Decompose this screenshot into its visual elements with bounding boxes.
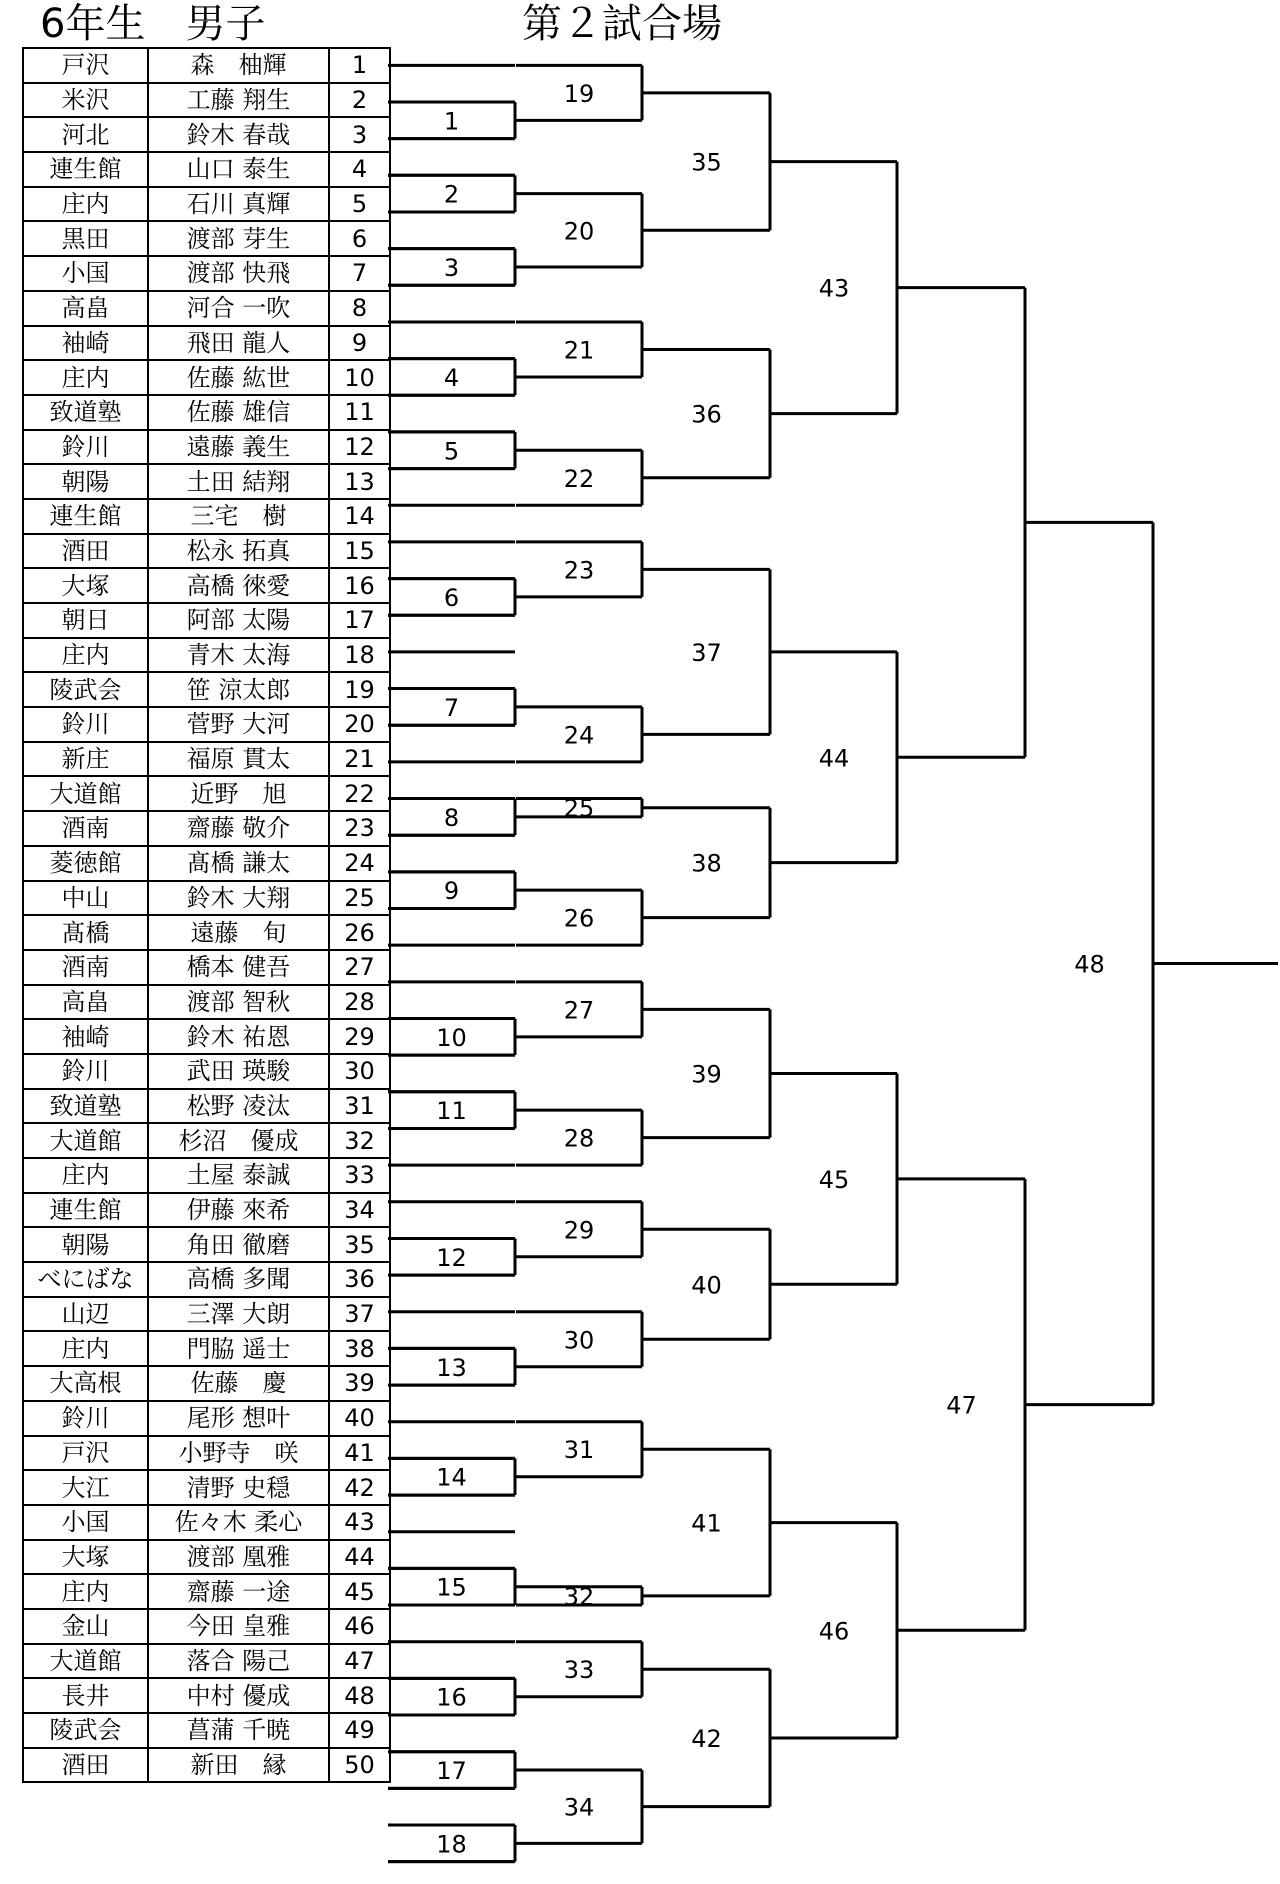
player-name: 佐藤 紘世 [148,360,329,395]
player-number: 19 [329,672,390,707]
player-club: 袖崎 [23,326,148,361]
player-number: 2 [329,83,390,118]
player-club: 戸沢 [23,48,148,83]
match-number: 42 [691,1724,722,1753]
player-club: 大塚 [23,1540,148,1575]
match-number: 8 [443,803,460,832]
match-number: 43 [818,274,850,303]
player-number: 33 [329,1158,390,1193]
player-club: 袖崎 [23,1019,148,1054]
player-name: 渡部 凰雅 [148,1540,329,1575]
player-club: 大道館 [23,776,148,811]
player-number: 41 [329,1436,390,1471]
player-number: 20 [329,707,390,742]
match-number: 9 [443,877,460,906]
player-name: 清野 史穏 [148,1470,329,1505]
match-number: 13 [436,1353,467,1382]
player-club: 髙橋 [23,915,148,950]
player-club: 致道塾 [23,1089,148,1124]
player-club: 連生館 [23,152,148,187]
player-club: 黒田 [23,221,148,256]
match-number: 36 [691,400,722,429]
player-number: 32 [329,1123,390,1158]
player-number: 7 [329,256,390,291]
player-club: 酒南 [23,950,148,985]
player-club: 高畠 [23,985,148,1020]
player-name: 山口 泰生 [148,152,329,187]
match-number: 24 [563,721,595,750]
player-name: 土屋 泰誠 [148,1158,329,1193]
player-name: 門脇 遥士 [148,1331,329,1366]
match-number: 29 [563,1216,595,1245]
player-number: 49 [329,1713,390,1748]
player-number: 6 [329,221,390,256]
player-club: 連生館 [23,1193,148,1228]
match-number: 31 [563,1436,595,1465]
player-name: 菅野 大河 [148,707,329,742]
match-number: 10 [436,1023,467,1052]
player-name: 髙橋 謙太 [148,846,329,881]
match-number: 35 [691,148,722,177]
match-number: 15 [436,1573,467,1602]
player-club: 酒田 [23,534,148,569]
player-club: 鈴川 [23,1401,148,1436]
match-number: 38 [691,849,722,878]
player-number: 24 [329,846,390,881]
player-name: 三澤 大朗 [148,1297,329,1332]
match-number: 27 [563,996,595,1025]
court-title: 第２試合場 [522,1,722,47]
player-number: 11 [329,395,390,430]
player-number: 14 [329,499,390,534]
match-number: 46 [818,1617,850,1646]
player-number: 37 [329,1297,390,1332]
player-number: 42 [329,1470,390,1505]
player-number: 13 [329,464,390,499]
player-name: 河合 一吹 [148,291,329,326]
player-club: 大塚 [23,568,148,603]
player-name: 工藤 翔生 [148,83,329,118]
player-number: 9 [329,326,390,361]
player-name: 武田 瑛駿 [148,1054,329,1089]
player-number: 48 [329,1678,390,1713]
player-number: 17 [329,603,390,638]
match-number: 30 [563,1326,595,1355]
player-name: 高橋 多聞 [148,1262,329,1297]
player-club: 長井 [23,1678,148,1713]
player-name: 森 柚輝 [148,48,329,83]
player-number: 40 [329,1401,390,1436]
player-name: 角田 徹磨 [148,1227,329,1262]
match-number: 5 [443,437,460,466]
player-number: 47 [329,1644,390,1679]
player-club: 庄内 [23,1331,148,1366]
player-club: 戸沢 [23,1436,148,1471]
player-name: 三宅 樹 [148,499,329,534]
player-name: 今田 皇雅 [148,1609,329,1644]
player-name: 小野寺 咲 [148,1436,329,1471]
match-number: 2 [443,180,460,209]
player-club: 大江 [23,1470,148,1505]
player-number: 12 [329,430,390,465]
player-number: 18 [329,638,390,673]
player-club: 朝陽 [23,464,148,499]
player-club: 小国 [23,1505,148,1540]
match-number: 14 [436,1463,467,1492]
player-number: 5 [329,187,390,222]
player-club: 連生館 [23,499,148,534]
player-name: 尾形 想叶 [148,1401,329,1436]
player-club: 大道館 [23,1644,148,1679]
player-number: 16 [329,568,390,603]
player-club: 陵武会 [23,1713,148,1748]
match-number: 45 [818,1165,850,1194]
match-number: 44 [818,744,850,773]
player-club: 中山 [23,881,148,916]
player-number: 1 [329,48,390,83]
match-number: 12 [436,1243,467,1272]
player-name: 笹 涼太郎 [148,672,329,707]
player-number: 22 [329,776,390,811]
player-number: 4 [329,152,390,187]
player-number: 31 [329,1089,390,1124]
player-name: 土田 結翔 [148,464,329,499]
player-name: 橋本 健吾 [148,950,329,985]
player-number: 30 [329,1054,390,1089]
player-name: 遠藤 旬 [148,915,329,950]
player-club: 新庄 [23,742,148,777]
player-number: 44 [329,1540,390,1575]
player-name: 落合 陽己 [148,1644,329,1679]
player-name: 佐藤 雄信 [148,395,329,430]
player-name: 齋藤 敬介 [148,811,329,846]
player-name: 鈴木 春哉 [148,117,329,152]
match-number: 40 [691,1271,722,1300]
player-number: 46 [329,1609,390,1644]
player-club: 菱徳館 [23,846,148,881]
player-club: 朝陽 [23,1227,148,1262]
player-club: 酒田 [23,1748,148,1783]
player-number: 29 [329,1019,390,1054]
match-number: 11 [436,1097,467,1126]
match-number: 20 [563,217,595,246]
match-number: 16 [436,1683,467,1712]
player-number: 27 [329,950,390,985]
player-number: 25 [329,881,390,916]
match-number: 33 [563,1656,595,1685]
match-number: 6 [443,583,460,612]
match-number: 22 [563,464,595,493]
match-number: 23 [563,556,595,585]
match-number: 17 [436,1757,467,1786]
match-number: 18 [436,1830,467,1859]
player-club: 大高根 [23,1366,148,1401]
player-club: 致道塾 [23,395,148,430]
match-number: 32 [563,1582,595,1611]
page-title: 6年生 男子 [40,1,266,47]
player-name: 遠藤 義生 [148,430,329,465]
player-name: 鈴木 祐恩 [148,1019,329,1054]
player-number: 3 [329,117,390,152]
player-club: 鈴川 [23,1054,148,1089]
player-name: 渡部 芽生 [148,221,329,256]
player-number: 39 [329,1366,390,1401]
player-name: 佐々木 柔心 [148,1505,329,1540]
match-number: 26 [563,904,595,933]
player-name: 齋藤 一途 [148,1574,329,1609]
player-club: 庄内 [23,1158,148,1193]
player-club: 河北 [23,117,148,152]
player-club: 庄内 [23,187,148,222]
player-name: 渡部 智秋 [148,985,329,1020]
player-name: 石川 真輝 [148,187,329,222]
player-club: 米沢 [23,83,148,118]
player-name: 中村 優成 [148,1678,329,1713]
player-name: 松野 凌汰 [148,1089,329,1124]
match-number: 3 [443,253,460,282]
player-name: 高橋 徠愛 [148,568,329,603]
player-club: 小国 [23,256,148,291]
player-number: 10 [329,360,390,395]
match-number: 19 [563,79,595,108]
player-club: 朝日 [23,603,148,638]
player-club: 庄内 [23,1574,148,1609]
player-number: 50 [329,1748,390,1783]
player-name: 佐藤 慶 [148,1366,329,1401]
player-club: 山辺 [23,1297,148,1332]
player-club: 金山 [23,1609,148,1644]
player-club: 酒南 [23,811,148,846]
player-number: 35 [329,1227,390,1262]
player-name: 飛田 龍人 [148,326,329,361]
match-number: 37 [691,638,722,667]
match-number: 21 [563,336,595,365]
match-number: 7 [443,693,460,722]
player-club: 鈴川 [23,707,148,742]
player-number: 34 [329,1193,390,1228]
player-number: 45 [329,1574,390,1609]
player-name: 新田 縁 [148,1748,329,1783]
match-number: 47 [946,1391,977,1420]
player-name: 青木 太海 [148,638,329,673]
player-club: 陵武会 [23,672,148,707]
player-club: 庄内 [23,638,148,673]
match-number: 48 [1074,950,1105,979]
player-name: 阿部 太陽 [148,603,329,638]
player-name: 近野 旭 [148,776,329,811]
player-number: 21 [329,742,390,777]
match-number: 25 [563,794,595,823]
player-club: 大道館 [23,1123,148,1158]
player-club: 高畠 [23,291,148,326]
player-club: 庄内 [23,360,148,395]
match-number: 4 [443,363,460,392]
player-number: 28 [329,985,390,1020]
player-number: 36 [329,1262,390,1297]
match-number: 28 [563,1124,595,1153]
player-number: 8 [329,291,390,326]
match-number: 1 [443,107,460,136]
match-number: 34 [563,1793,595,1822]
player-name: 鈴木 大翔 [148,881,329,916]
player-name: 杉沼 優成 [148,1123,329,1158]
match-number: 39 [691,1060,722,1089]
player-number: 26 [329,915,390,950]
player-club: 鈴川 [23,430,148,465]
player-name: 松永 拓真 [148,534,329,569]
player-name: 福原 貫太 [148,742,329,777]
player-number: 43 [329,1505,390,1540]
player-name: 渡部 快飛 [148,256,329,291]
player-club: べにばな [23,1262,148,1297]
match-number: 41 [691,1509,722,1538]
player-name: 伊藤 來希 [148,1193,329,1228]
player-name: 菖蒲 千暁 [148,1713,329,1748]
player-number: 38 [329,1331,390,1366]
player-number: 15 [329,534,390,569]
player-number: 23 [329,811,390,846]
